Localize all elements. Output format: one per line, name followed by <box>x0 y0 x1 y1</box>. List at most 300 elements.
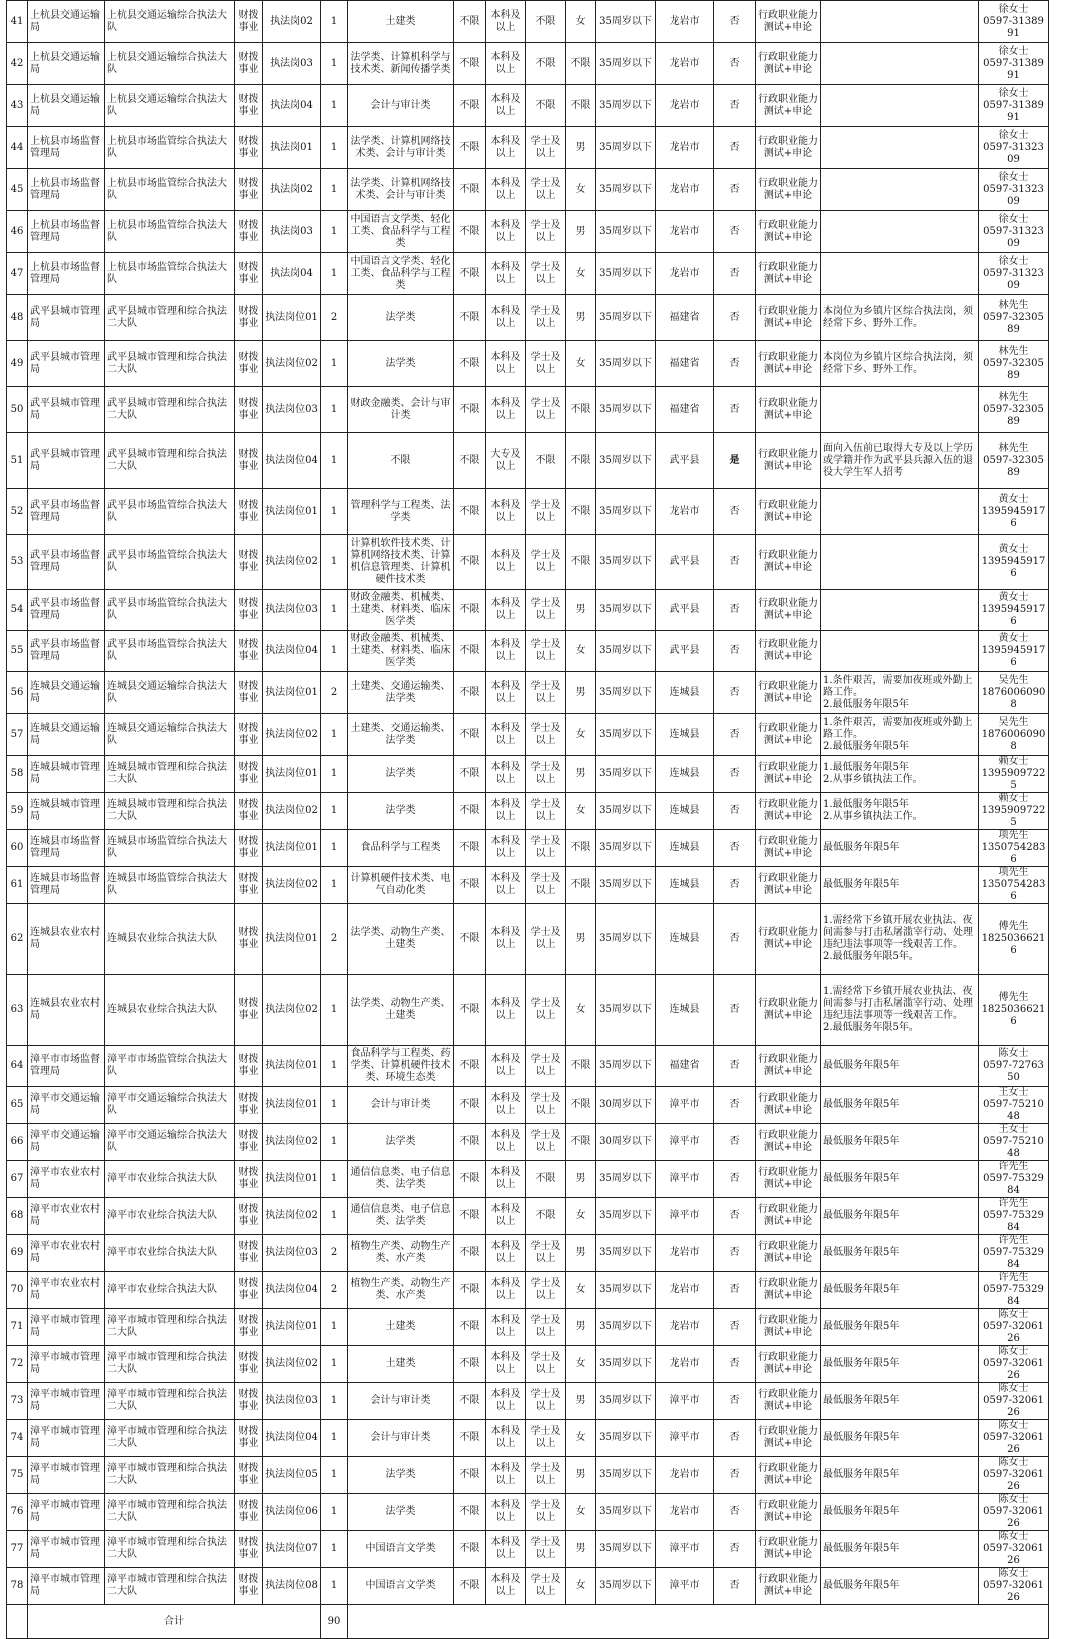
degree-requirement-cell: 学士及以上 <box>526 1235 566 1272</box>
contact-cell <box>979 1457 1049 1494</box>
degree-requirement-cell: 学士及以上 <box>526 1124 566 1161</box>
remarks-cell: 1.最低服务年限5年 2.从事乡镇执法工作。 <box>821 793 979 830</box>
degree-requirement-cell: 学士及以上 <box>526 1383 566 1420</box>
household-requirement-cell: 龙岩市 <box>656 1 714 43</box>
veteran-only-cell: 否 <box>714 793 756 830</box>
veteran-only-cell: 否 <box>714 1309 756 1346</box>
age-requirement-cell: 30周岁以下 <box>596 1124 656 1161</box>
position-code-cell: 执法岗位01 <box>263 904 321 975</box>
household-requirement-cell: 龙岩市 <box>656 211 714 253</box>
contact-cell <box>979 756 1049 793</box>
contact-cell <box>979 1235 1049 1272</box>
veteran-only-cell: 否 <box>714 975 756 1046</box>
degree-requirement-cell: 学士及以上 <box>526 1309 566 1346</box>
exam-subjects-cell: 行政职业能力测试+申论 <box>756 169 821 211</box>
education-requirement-cell: 本科及以上 <box>486 672 526 714</box>
row-number-cell: 67 <box>7 1161 28 1198</box>
major-requirement-cell: 土建类、交通运输类、法学类 <box>348 714 454 756</box>
table-row <box>7 1346 1049 1383</box>
contact-cell <box>979 43 1049 85</box>
contact-phone: 0597-3206126 <box>983 1543 1044 1566</box>
political-status-cell: 不限 <box>454 590 486 631</box>
contact-phone: 18760060908 <box>981 728 1046 752</box>
political-status-cell: 不限 <box>454 975 486 1046</box>
major-requirement-cell: 法学类 <box>348 1457 454 1494</box>
position-code-cell: 执法岗03 <box>263 43 321 85</box>
education-requirement-cell: 本科及以上 <box>486 1568 526 1605</box>
age-requirement-cell: 35周岁以下 <box>596 714 656 756</box>
veteran-only-cell: 否 <box>714 535 756 590</box>
gender-requirement-cell: 女 <box>566 341 596 387</box>
contact-phone: 0597-3138991 <box>983 99 1044 123</box>
recruitment-table <box>6 0 1049 1639</box>
political-status-cell: 不限 <box>454 1198 486 1235</box>
gender-requirement-cell: 女 <box>566 793 596 830</box>
exam-subjects-cell: 行政职业能力测试+申论 <box>756 1235 821 1272</box>
degree-requirement-cell: 学士及以上 <box>526 1272 566 1309</box>
remarks-cell: 最低服务年限5年 <box>821 1235 979 1272</box>
remarks-cell <box>821 169 979 211</box>
major-requirement-cell: 中国语言文学类、轻化工类、食品科学与工程类 <box>348 253 454 295</box>
remarks-cell: 最低服务年限5年 <box>821 1198 979 1235</box>
position-code-cell: 执法岗位03 <box>263 590 321 631</box>
funding-type-cell: 财拨事业 <box>235 714 263 756</box>
table-row <box>7 1198 1049 1235</box>
funding-type-cell: 财拨事业 <box>235 672 263 714</box>
degree-requirement-cell: 学士及以上 <box>526 1420 566 1457</box>
employer-unit-cell: 连城县农业农村局 <box>28 975 105 1046</box>
funding-type-cell: 财拨事业 <box>235 253 263 295</box>
contact-cell <box>979 1531 1049 1568</box>
remarks-cell: 最低服务年限5年 <box>821 1309 979 1346</box>
contact-name: 陈女士 <box>998 1457 1029 1468</box>
row-number-cell: 53 <box>7 535 28 590</box>
contact-phone: 0597-3230589 <box>983 357 1044 381</box>
row-number-cell: 54 <box>7 590 28 631</box>
exam-subjects-cell: 行政职业能力测试+申论 <box>756 975 821 1046</box>
row-number-cell: 62 <box>7 904 28 975</box>
table-row <box>7 1457 1049 1494</box>
gender-requirement-cell: 女 <box>566 1272 596 1309</box>
table-row <box>7 975 1049 1046</box>
position-code-cell: 执法岗位04 <box>263 1272 321 1309</box>
row-number-cell: 71 <box>7 1309 28 1346</box>
contact-name: 黄女士 <box>998 544 1029 555</box>
headcount-cell: 1 <box>321 387 348 433</box>
contact-cell <box>979 1568 1049 1605</box>
household-requirement-cell: 连城县 <box>656 672 714 714</box>
veteran-only-cell: 否 <box>714 1272 756 1309</box>
exam-subjects-cell: 行政职业能力测试+申论 <box>756 590 821 631</box>
gender-requirement-cell: 女 <box>566 1 596 43</box>
headcount-cell: 1 <box>321 211 348 253</box>
hiring-department-cell: 连城县交通运输综合执法大队 <box>105 714 235 756</box>
funding-type-cell: 财拨事业 <box>235 1531 263 1568</box>
row-number-cell: 57 <box>7 714 28 756</box>
education-requirement-cell: 本科及以上 <box>486 830 526 867</box>
contact-phone: 13959097225 <box>981 768 1046 791</box>
contact-cell <box>979 387 1049 433</box>
age-requirement-cell: 35周岁以下 <box>596 489 656 535</box>
table-row <box>7 672 1049 714</box>
household-requirement-cell: 漳平市 <box>656 1087 714 1124</box>
hiring-department-cell: 漳平市交通运输综合执法大队 <box>105 1087 235 1124</box>
gender-requirement-cell: 不限 <box>566 867 596 904</box>
contact-name: 吴先生 <box>998 674 1029 686</box>
row-number-cell: 66 <box>7 1124 28 1161</box>
exam-subjects-cell: 行政职业能力测试+申论 <box>756 1309 821 1346</box>
household-requirement-cell: 连城县 <box>656 867 714 904</box>
political-status-cell: 不限 <box>454 1346 486 1383</box>
degree-requirement-cell: 不限 <box>526 85 566 127</box>
remarks-cell: 最低服务年限5年 <box>821 1494 979 1531</box>
position-code-cell: 执法岗位01 <box>263 1087 321 1124</box>
contact-cell <box>979 433 1049 489</box>
exam-subjects-cell: 行政职业能力测试+申论 <box>756 714 821 756</box>
row-number-cell: 59 <box>7 793 28 830</box>
remarks-cell: 最低服务年限5年 <box>821 830 979 867</box>
hiring-department-cell: 上杭县交通运输综合执法大队 <box>105 85 235 127</box>
row-number-cell: 60 <box>7 830 28 867</box>
funding-type-cell: 财拨事业 <box>235 975 263 1046</box>
household-requirement-cell: 连城县 <box>656 975 714 1046</box>
table-row <box>7 535 1049 590</box>
political-status-cell: 不限 <box>454 341 486 387</box>
contact-cell <box>979 1494 1049 1531</box>
contact-phone: 0597-3132309 <box>983 183 1044 207</box>
degree-requirement-cell: 不限 <box>526 1198 566 1235</box>
contact-phone: 0597-3132309 <box>983 141 1044 165</box>
education-requirement-cell: 本科及以上 <box>486 904 526 975</box>
row-number-cell: 42 <box>7 43 28 85</box>
veteran-only-cell: 否 <box>714 295 756 341</box>
gender-requirement-cell: 不限 <box>566 1124 596 1161</box>
contact-name: 许先生 <box>998 1161 1029 1172</box>
education-requirement-cell: 本科及以上 <box>486 295 526 341</box>
hiring-department-cell: 漳平市市场监管综合执法大队 <box>105 1046 235 1087</box>
degree-requirement-cell: 学士及以上 <box>526 756 566 793</box>
hiring-department-cell: 上杭县交通运输综合执法大队 <box>105 43 235 85</box>
degree-requirement-cell: 不限 <box>526 433 566 489</box>
table-row <box>7 295 1049 341</box>
degree-requirement-cell: 不限 <box>526 1161 566 1198</box>
major-requirement-cell: 法学类、动物生产类、土建类 <box>348 904 454 975</box>
contact-phone: 0597-3206126 <box>983 1395 1044 1418</box>
row-number-cell: 74 <box>7 1420 28 1457</box>
row-number-cell: 48 <box>7 295 28 341</box>
degree-requirement-cell: 学士及以上 <box>526 1046 566 1087</box>
contact-phone: 13507542836 <box>981 842 1046 865</box>
household-requirement-cell: 福建省 <box>656 387 714 433</box>
education-requirement-cell: 本科及以上 <box>486 1198 526 1235</box>
political-status-cell: 不限 <box>454 714 486 756</box>
hiring-department-cell: 上杭县市场监管综合执法大队 <box>105 211 235 253</box>
exam-subjects-cell: 行政职业能力测试+申论 <box>756 1046 821 1087</box>
education-requirement-cell: 本科及以上 <box>486 793 526 830</box>
major-requirement-cell: 计算机软件技术类、计算机网络技术类、计算机信息管理类、计算机硬件技术类 <box>348 535 454 590</box>
contact-name: 王女士 <box>998 1087 1029 1098</box>
employer-unit-cell: 武平县城市管理局 <box>28 341 105 387</box>
position-code-cell: 执法岗位04 <box>263 1420 321 1457</box>
remarks-cell: 最低服务年限5年 <box>821 1124 979 1161</box>
employer-unit-cell: 连城县市场监督管理局 <box>28 830 105 867</box>
exam-subjects-cell: 行政职业能力测试+申论 <box>756 85 821 127</box>
hiring-department-cell: 漳平市城市管理和综合执法二大队 <box>105 1383 235 1420</box>
contact-cell <box>979 1046 1049 1087</box>
exam-subjects-cell: 行政职业能力测试+申论 <box>756 1161 821 1198</box>
veteran-only-cell: 否 <box>714 169 756 211</box>
remarks-cell <box>821 253 979 295</box>
gender-requirement-cell: 女 <box>566 1420 596 1457</box>
degree-requirement-cell: 学士及以上 <box>526 295 566 341</box>
major-requirement-cell: 植物生产类、动物生产类、水产类 <box>348 1272 454 1309</box>
political-status-cell: 不限 <box>454 253 486 295</box>
age-requirement-cell: 35周岁以下 <box>596 631 656 672</box>
household-requirement-cell: 连城县 <box>656 714 714 756</box>
gender-requirement-cell: 男 <box>566 904 596 975</box>
age-requirement-cell: 35周岁以下 <box>596 1457 656 1494</box>
table-row <box>7 433 1049 489</box>
degree-requirement-cell: 学士及以上 <box>526 387 566 433</box>
education-requirement-cell: 本科及以上 <box>486 1309 526 1346</box>
age-requirement-cell: 35周岁以下 <box>596 1235 656 1272</box>
hiring-department-cell: 武平县市场监管综合执法大队 <box>105 590 235 631</box>
gender-requirement-cell: 不限 <box>566 387 596 433</box>
hiring-department-cell: 漳平市城市管理和综合执法二大队 <box>105 1568 235 1605</box>
contact-phone: 13959459176 <box>981 604 1046 627</box>
veteran-only-cell: 否 <box>714 1046 756 1087</box>
age-requirement-cell: 35周岁以下 <box>596 672 656 714</box>
major-requirement-cell: 计算机硬件技术类、电气自动化类 <box>348 867 454 904</box>
political-status-cell: 不限 <box>454 43 486 85</box>
gender-requirement-cell: 男 <box>566 211 596 253</box>
employer-unit-cell: 武平县城市管理局 <box>28 433 105 489</box>
age-requirement-cell: 35周岁以下 <box>596 43 656 85</box>
position-code-cell: 执法岗04 <box>263 253 321 295</box>
political-status-cell: 不限 <box>454 867 486 904</box>
headcount-cell: 1 <box>321 867 348 904</box>
exam-subjects-cell: 行政职业能力测试+申论 <box>756 756 821 793</box>
remarks-cell: 最低服务年限5年 <box>821 1383 979 1420</box>
veteran-only-cell: 否 <box>714 253 756 295</box>
gender-requirement-cell: 女 <box>566 631 596 672</box>
hiring-department-cell: 漳平市城市管理和综合执法二大队 <box>105 1531 235 1568</box>
funding-type-cell: 财拨事业 <box>235 295 263 341</box>
row-number-cell: 44 <box>7 127 28 169</box>
veteran-only-cell: 否 <box>714 1383 756 1420</box>
row-number-cell: 72 <box>7 1346 28 1383</box>
funding-type-cell: 财拨事业 <box>235 169 263 211</box>
row-number-cell: 45 <box>7 169 28 211</box>
political-status-cell: 不限 <box>454 1235 486 1272</box>
major-requirement-cell: 会计与审计类 <box>348 1420 454 1457</box>
age-requirement-cell: 35周岁以下 <box>596 1046 656 1087</box>
political-status-cell: 不限 <box>454 535 486 590</box>
hiring-department-cell: 武平县城市管理和综合执法二大队 <box>105 433 235 489</box>
exam-subjects-cell: 行政职业能力测试+申论 <box>756 1420 821 1457</box>
hiring-department-cell: 武平县市场监管综合执法大队 <box>105 631 235 672</box>
exam-subjects-cell: 行政职业能力测试+申论 <box>756 793 821 830</box>
headcount-cell: 1 <box>321 714 348 756</box>
row-number-cell: 43 <box>7 85 28 127</box>
position-code-cell: 执法岗位01 <box>263 1046 321 1087</box>
employer-unit-cell: 漳平市城市管理局 <box>28 1531 105 1568</box>
contact-cell <box>979 867 1049 904</box>
age-requirement-cell: 30周岁以下 <box>596 1087 656 1124</box>
household-requirement-cell: 龙岩市 <box>656 1494 714 1531</box>
major-requirement-cell: 食品科学与工程类、药学类、计算机硬件技术类、环境生态类 <box>348 1046 454 1087</box>
major-requirement-cell: 土建类、交通运输类、法学类 <box>348 672 454 714</box>
exam-subjects-cell: 行政职业能力测试+申论 <box>756 253 821 295</box>
row-number-cell: 41 <box>7 1 28 43</box>
headcount-cell: 1 <box>321 85 348 127</box>
age-requirement-cell: 35周岁以下 <box>596 253 656 295</box>
education-requirement-cell: 本科及以上 <box>486 975 526 1046</box>
political-status-cell: 不限 <box>454 295 486 341</box>
contact-name: 陈女士 <box>998 1531 1029 1542</box>
table-row <box>7 341 1049 387</box>
age-requirement-cell: 35周岁以下 <box>596 1568 656 1605</box>
education-requirement-cell: 本科及以上 <box>486 1046 526 1087</box>
position-code-cell: 执法岗位07 <box>263 1531 321 1568</box>
degree-requirement-cell: 学士及以上 <box>526 1568 566 1605</box>
contact-cell <box>979 169 1049 211</box>
position-code-cell: 执法岗位05 <box>263 1457 321 1494</box>
major-requirement-cell: 法学类、计算机科学与技术类、新闻传播学类 <box>348 43 454 85</box>
political-status-cell: 不限 <box>454 1568 486 1605</box>
table-row <box>7 253 1049 295</box>
employer-unit-cell: 连城县交通运输局 <box>28 672 105 714</box>
age-requirement-cell: 35周岁以下 <box>596 85 656 127</box>
veteran-only-cell: 否 <box>714 1235 756 1272</box>
degree-requirement-cell: 学士及以上 <box>526 867 566 904</box>
hiring-department-cell: 武平县城市管理和综合执法二大队 <box>105 295 235 341</box>
political-status-cell: 不限 <box>454 1494 486 1531</box>
education-requirement-cell: 本科及以上 <box>486 1124 526 1161</box>
table-row <box>7 1087 1049 1124</box>
table-row <box>7 1420 1049 1457</box>
row-number-cell: 52 <box>7 489 28 535</box>
hiring-department-cell: 漳平市交通运输综合执法大队 <box>105 1124 235 1161</box>
contact-cell <box>979 975 1049 1046</box>
household-requirement-cell: 龙岩市 <box>656 489 714 535</box>
contact-cell <box>979 489 1049 535</box>
table-row <box>7 756 1049 793</box>
position-code-cell: 执法岗位02 <box>263 975 321 1046</box>
position-code-cell: 执法岗位01 <box>263 830 321 867</box>
remarks-cell <box>821 387 979 433</box>
row-number-cell: 50 <box>7 387 28 433</box>
funding-type-cell: 财拨事业 <box>235 590 263 631</box>
household-requirement-cell: 漳平市 <box>656 1531 714 1568</box>
position-code-cell: 执法岗位03 <box>263 1235 321 1272</box>
contact-cell <box>979 1087 1049 1124</box>
household-requirement-cell: 龙岩市 <box>656 169 714 211</box>
table-row <box>7 1494 1049 1531</box>
exam-subjects-cell: 行政职业能力测试+申论 <box>756 127 821 169</box>
exam-subjects-cell: 行政职业能力测试+申论 <box>756 1272 821 1309</box>
employer-unit-cell: 漳平市农业农村局 <box>28 1198 105 1235</box>
employer-unit-cell: 武平县市场监督管理局 <box>28 489 105 535</box>
age-requirement-cell: 35周岁以下 <box>596 904 656 975</box>
table-row <box>7 904 1049 975</box>
table-row <box>7 867 1049 904</box>
funding-type-cell: 财拨事业 <box>235 211 263 253</box>
contact-phone: 0597-7532984 <box>983 1210 1044 1233</box>
position-code-cell: 执法岗位01 <box>263 489 321 535</box>
age-requirement-cell: 35周岁以下 <box>596 590 656 631</box>
household-requirement-cell: 武平县 <box>656 433 714 489</box>
gender-requirement-cell: 男 <box>566 295 596 341</box>
gender-requirement-cell: 女 <box>566 1568 596 1605</box>
contact-name: 傅先生 <box>998 921 1029 932</box>
household-requirement-cell: 漳平市 <box>656 1198 714 1235</box>
education-requirement-cell: 本科及以上 <box>486 1 526 43</box>
remarks-cell <box>821 85 979 127</box>
remarks-cell: 最低服务年限5年 <box>821 1568 979 1605</box>
political-status-cell: 不限 <box>454 631 486 672</box>
headcount-cell: 1 <box>321 1346 348 1383</box>
household-requirement-cell: 连城县 <box>656 904 714 975</box>
table-row <box>7 1 1049 43</box>
gender-requirement-cell: 不限 <box>566 830 596 867</box>
contact-phone: 13959459176 <box>981 505 1046 529</box>
position-code-cell: 执法岗04 <box>263 85 321 127</box>
political-status-cell: 不限 <box>454 387 486 433</box>
age-requirement-cell: 35周岁以下 <box>596 793 656 830</box>
age-requirement-cell: 35周岁以下 <box>596 387 656 433</box>
degree-requirement-cell: 学士及以上 <box>526 714 566 756</box>
contact-name: 吴先生 <box>998 716 1029 728</box>
veteran-only-cell: 否 <box>714 1494 756 1531</box>
contact-phone: 0597-3206126 <box>983 1580 1044 1603</box>
household-requirement-cell: 龙岩市 <box>656 1457 714 1494</box>
remarks-cell: 本岗位为乡镇片区综合执法岗，须经常下乡、野外工作。 <box>821 295 979 341</box>
headcount-cell: 1 <box>321 1457 348 1494</box>
hiring-department-cell: 漳平市农业综合执法大队 <box>105 1198 235 1235</box>
hiring-department-cell: 连城县城市管理和综合执法二大队 <box>105 756 235 793</box>
hiring-department-cell: 武平县市场监管综合执法大队 <box>105 535 235 590</box>
contact-name: 徐女士 <box>998 213 1029 225</box>
hiring-department-cell: 连城县城市管理和综合执法二大队 <box>105 793 235 830</box>
veteran-only-cell: 否 <box>714 1420 756 1457</box>
veteran-only-cell: 否 <box>714 1346 756 1383</box>
contact-cell <box>979 1161 1049 1198</box>
major-requirement-cell: 会计与审计类 <box>348 1383 454 1420</box>
table-row <box>7 127 1049 169</box>
gender-requirement-cell: 女 <box>566 169 596 211</box>
remarks-cell <box>821 43 979 85</box>
gender-requirement-cell: 女 <box>566 253 596 295</box>
contact-phone: 0597-3230589 <box>983 311 1044 335</box>
contact-phone: 0597-3132309 <box>983 267 1044 291</box>
exam-subjects-cell: 行政职业能力测试+申论 <box>756 295 821 341</box>
employer-unit-cell: 漳平市交通运输局 <box>28 1087 105 1124</box>
contact-phone: 0597-3138991 <box>983 15 1044 39</box>
headcount-cell: 1 <box>321 253 348 295</box>
row-number-cell: 68 <box>7 1198 28 1235</box>
gender-requirement-cell: 男 <box>566 127 596 169</box>
veteran-only-cell: 否 <box>714 1087 756 1124</box>
hiring-department-cell: 漳平市城市管理和综合执法二大队 <box>105 1494 235 1531</box>
remarks-cell: 最低服务年限5年 <box>821 1531 979 1568</box>
row-number-cell: 73 <box>7 1383 28 1420</box>
contact-name: 陈女士 <box>998 1494 1029 1505</box>
degree-requirement-cell: 学士及以上 <box>526 1457 566 1494</box>
row-number-cell: 64 <box>7 1046 28 1087</box>
contact-cell <box>979 590 1049 631</box>
row-number-cell: 76 <box>7 1494 28 1531</box>
